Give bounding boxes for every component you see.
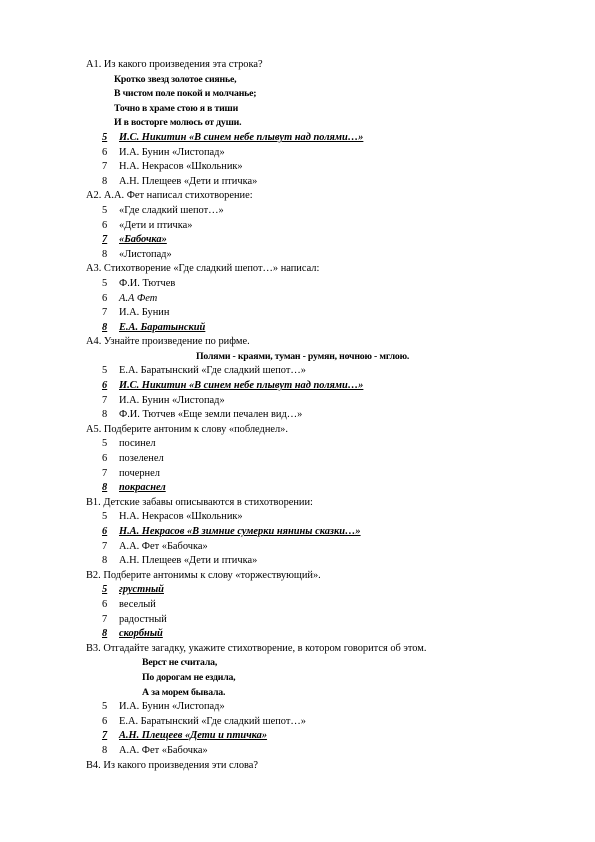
answer-option bbox=[86, 175, 556, 190]
quote-text: А за морем бывала. bbox=[142, 686, 226, 698]
option-text: почернел bbox=[119, 467, 160, 479]
option-text: И.С. Никитин «В синем небе плывут над полями…» bbox=[119, 131, 364, 143]
option-text: Е.А. Баратынский «Где сладкий шепот…» bbox=[119, 365, 306, 377]
option-number: 7 bbox=[102, 613, 108, 625]
option-text: А.А. Фет «Бабочка» bbox=[119, 540, 208, 552]
quote-text: В чистом поле покой и молчанье; bbox=[114, 88, 257, 100]
question-text bbox=[86, 569, 556, 584]
question-text bbox=[86, 335, 556, 350]
answer-option bbox=[86, 554, 556, 569]
option-number: 6 bbox=[102, 146, 108, 158]
answer-option-correct bbox=[86, 729, 556, 744]
answer-option-correct bbox=[86, 525, 556, 540]
quote-line bbox=[86, 73, 556, 88]
answer-option bbox=[86, 219, 556, 234]
option-text: Н.А. Некрасов «Школьник» bbox=[119, 161, 243, 173]
option-text: «Где сладкий шепот…» bbox=[119, 204, 224, 216]
answer-option bbox=[86, 540, 556, 555]
option-number: 7 bbox=[102, 540, 108, 552]
option-number: 8 bbox=[102, 482, 108, 494]
question-label: А2. А.А. Фет написал стихотворение: bbox=[86, 190, 253, 202]
question-label: А3. Стихотворение «Где сладкий шепот…» написал: bbox=[86, 263, 320, 275]
test-content bbox=[86, 58, 556, 773]
option-text: Н.А. Некрасов «Школьник» bbox=[119, 511, 243, 523]
option-text: позеленел bbox=[119, 453, 164, 465]
option-text: Н.А. Некрасов «В зимние сумерки нянины сказки…» bbox=[119, 526, 361, 537]
option-number: 5 bbox=[102, 701, 108, 713]
option-text: радостный bbox=[119, 613, 167, 625]
option-number: 8 bbox=[102, 555, 108, 567]
question-text bbox=[86, 189, 556, 204]
question-text bbox=[86, 58, 556, 73]
option-number: 8 bbox=[102, 744, 108, 756]
option-number: 7 bbox=[102, 161, 108, 173]
option-number: 5 bbox=[102, 277, 108, 289]
option-number: 6 bbox=[102, 292, 108, 304]
answer-option bbox=[86, 160, 556, 175]
option-number: 7 bbox=[102, 730, 108, 742]
quote-line bbox=[86, 686, 556, 701]
option-text: Е.А. Баратынский bbox=[119, 321, 206, 333]
quote-line bbox=[86, 102, 556, 117]
quote-text: По дорогам не ездила, bbox=[142, 671, 236, 683]
option-number: 8 bbox=[102, 321, 108, 333]
option-text: И.А. Бунин «Листопад» bbox=[119, 701, 225, 713]
option-text: «Дети и птичка» bbox=[119, 219, 193, 231]
option-text: А.А. Фет «Бабочка» bbox=[119, 744, 208, 756]
option-number: 7 bbox=[102, 394, 108, 406]
option-number: 5 bbox=[102, 204, 108, 216]
option-number: 6 bbox=[102, 526, 108, 537]
question-label: А1. Из какого произведения эта строка? bbox=[86, 59, 263, 70]
option-text: веселый bbox=[119, 598, 156, 610]
question-text bbox=[86, 496, 556, 511]
option-number: 5 bbox=[102, 438, 108, 450]
option-text: А.Н. Плещеев «Дети и птичка» bbox=[119, 175, 258, 187]
option-text: грустный bbox=[119, 584, 164, 596]
question-text bbox=[86, 423, 556, 438]
quote-line bbox=[86, 656, 556, 671]
option-number: 6 bbox=[102, 219, 108, 231]
quote-text: Полями - краями, туман - румян, ночною - мглою. bbox=[196, 350, 410, 362]
answer-option-correct bbox=[86, 481, 556, 496]
option-number: 7 bbox=[102, 467, 108, 479]
answer-option bbox=[86, 452, 556, 467]
answer-option bbox=[86, 292, 556, 307]
answer-option bbox=[86, 598, 556, 613]
answer-option bbox=[86, 364, 556, 379]
option-number: 6 bbox=[102, 598, 108, 610]
quote-line bbox=[86, 350, 556, 365]
option-number: 5 bbox=[102, 511, 108, 523]
option-number: 7 bbox=[102, 234, 108, 246]
option-text: Е.А. Баратынский «Где сладкий шепот…» bbox=[119, 715, 306, 727]
option-text: А.Н. Плещеев «Дети и птичка» bbox=[119, 555, 258, 567]
answer-option bbox=[86, 394, 556, 409]
quote-text: Верст не считала, bbox=[142, 657, 218, 669]
option-number: 6 bbox=[102, 380, 108, 392]
question-text bbox=[86, 262, 556, 277]
option-text: Ф.И. Тютчев «Еще земли печален вид…» bbox=[119, 409, 303, 421]
option-number: 8 bbox=[102, 409, 108, 421]
option-text: А.Н. Плещеев «Дети и птичка» bbox=[119, 730, 268, 742]
option-text: И.А. Бунин bbox=[119, 307, 170, 319]
answer-option bbox=[86, 204, 556, 219]
option-text: покраснел bbox=[119, 482, 166, 494]
answer-option bbox=[86, 613, 556, 628]
answer-option-correct bbox=[86, 321, 556, 336]
option-number: 6 bbox=[102, 453, 108, 465]
option-text: «Бабочка» bbox=[119, 234, 167, 246]
option-number: 7 bbox=[102, 307, 108, 319]
answer-option bbox=[86, 510, 556, 525]
option-number: 6 bbox=[102, 715, 108, 727]
answer-option-correct bbox=[86, 379, 556, 394]
option-text: посинел bbox=[119, 438, 156, 450]
option-number: 8 bbox=[102, 175, 108, 187]
option-text: А.А Фет bbox=[119, 292, 158, 304]
option-number: 8 bbox=[102, 628, 108, 640]
answer-option bbox=[86, 437, 556, 452]
option-text: «Листопад» bbox=[119, 248, 172, 260]
answer-option-correct bbox=[86, 233, 556, 248]
question-label: В3. Отгадайте загадку, укажите стихотворение, в котором говорится об этом. bbox=[86, 642, 427, 654]
option-number: 5 bbox=[102, 365, 108, 377]
answer-option bbox=[86, 744, 556, 759]
answer-option bbox=[86, 467, 556, 482]
answer-option-correct bbox=[86, 131, 556, 146]
answer-option bbox=[86, 700, 556, 715]
answer-option bbox=[86, 248, 556, 263]
answer-option bbox=[86, 715, 556, 730]
answer-option bbox=[86, 306, 556, 321]
answer-option bbox=[86, 277, 556, 292]
quote-text: И в восторге молюсь от души. bbox=[114, 117, 242, 129]
answer-option bbox=[86, 146, 556, 161]
quote-line bbox=[86, 116, 556, 131]
quote-text: Кротко звезд золотое сиянье, bbox=[114, 73, 237, 85]
option-text: скорбный bbox=[119, 628, 163, 640]
question-label: В4. Из какого произведения эти слова? bbox=[86, 759, 259, 771]
question-label: В1. Детские забавы описываются в стихотворении: bbox=[86, 496, 313, 508]
option-text: И.С. Никитин «В синем небе плывут над полями…» bbox=[119, 380, 364, 392]
quote-text: Точно в храме стою я в тиши bbox=[114, 102, 239, 114]
option-number: 5 bbox=[102, 131, 108, 143]
question-text bbox=[86, 642, 556, 657]
question-label: А4. Узнайте произведение по рифме. bbox=[86, 336, 250, 348]
option-number: 5 bbox=[102, 584, 108, 596]
question-label: А5. Подберите антоним к слову «побледнел». bbox=[86, 423, 288, 435]
option-text: И.А. Бунин «Листопад» bbox=[119, 146, 225, 158]
answer-option-correct bbox=[86, 583, 556, 598]
answer-option-correct bbox=[86, 627, 556, 642]
option-number: 8 bbox=[102, 248, 108, 260]
question-label: В2. Подберите антонимы к слову «торжествующий». bbox=[86, 569, 321, 581]
quote-line bbox=[86, 87, 556, 102]
quote-line bbox=[86, 671, 556, 686]
question-text bbox=[86, 759, 556, 774]
option-text: Ф.И. Тютчев bbox=[119, 277, 176, 289]
answer-option bbox=[86, 408, 556, 423]
option-text: И.А. Бунин «Листопад» bbox=[119, 394, 225, 406]
